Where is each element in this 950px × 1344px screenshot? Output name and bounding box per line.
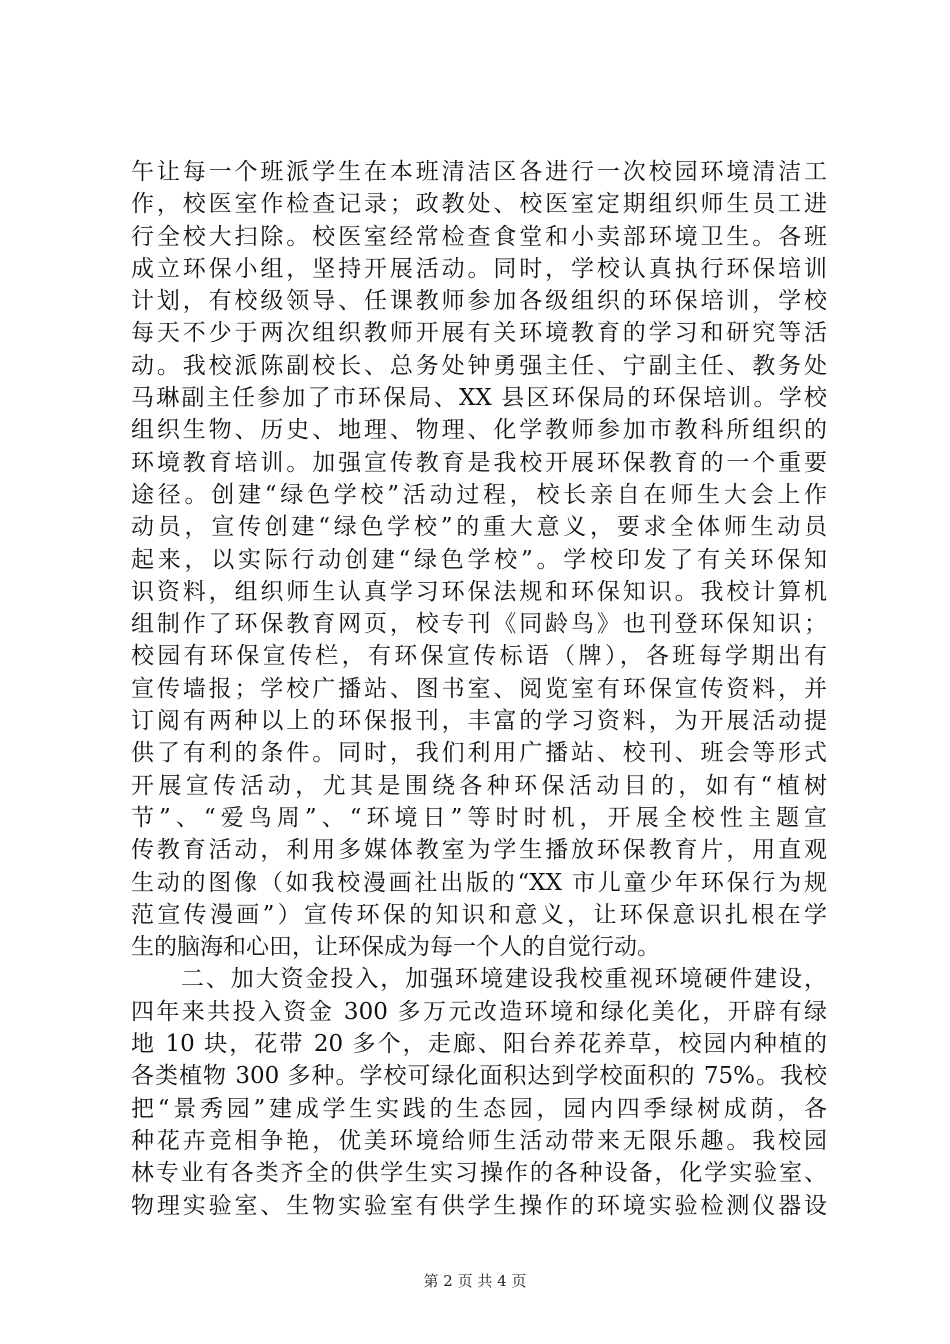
text-line: 物理实验室、生物实验室有供学生操作的环境实验检测仪器设 (131, 1192, 827, 1219)
text-line: 开展宣传活动，尤其是围绕各种环保活动目的，如有“植树 (131, 772, 827, 799)
text-line: 供了有利的条件。同时，我们利用广播站、校刊、班会等形式 (131, 740, 827, 767)
text-line: 种花卉竞相争艳，优美环境给师生活动带来无限乐趣。我校园 (131, 1127, 827, 1154)
text-line: 识资料，组织师生认真学习环保法规和环保知识。我校计算机 (131, 578, 827, 605)
text-line: 成立环保小组，坚持开展活动。同时，学校认真执行环保培训 (131, 255, 827, 282)
text-line: 各类植物 300 多种。学校可绿化面积达到学校面积的 75%。我校 (131, 1063, 827, 1090)
text-line: 节”、“爱鸟周”、“环境日”等时时机，开展全校性主题宣 (131, 804, 827, 831)
paragraph-end-line: 生的脑海和心田，让环保成为每一个人的自觉行动。 (131, 934, 660, 961)
page-number-footer: 第 2 页 共 4 页 (423, 1272, 527, 1290)
text-line: 行全校大扫除。校医室经常检查食堂和小卖部环境卫生。各班 (131, 223, 827, 250)
text-line: 宣传墙报；学校广播站、图书室、阅览室有环保宣传资料，并 (131, 675, 827, 702)
text-line: 计划，有校级领导、任课教师参加各级组织的环保培训，学校 (131, 288, 827, 315)
text-line: 校园有环保宣传栏，有环保宣传标语（牌），各班每学期出有 (131, 643, 827, 670)
paragraph-start-line: 二、加大资金投入，加强环境建设我校重视环境硬件建设， (131, 966, 827, 993)
text-line: 动。我校派陈副校长、总务处钟勇强主任、宁副主任、教务处 (131, 352, 827, 379)
text-line: 每天不少于两次组织教师开展有关环境教育的学习和研究等活 (131, 320, 827, 347)
text-line: 四年来共投入资金 300 多万元改造环境和绿化美化，开辟有绿 (131, 998, 827, 1025)
text-line: 地 10 块，花带 20 多个，走廊、阳台养花养草，校园内种植的 (131, 1031, 827, 1058)
text-line: 环境教育培训。加强宣传教育是我校开展环保教育的一个重要 (131, 449, 827, 476)
text-line: 订阅有两种以上的环保报刊，丰富的学习资料，为开展活动提 (131, 708, 827, 735)
text-line: 传教育活动，利用多媒体教室为学生播放环保教育片，用直观 (131, 837, 827, 864)
text-line: 把“景秀园”建成学生实践的生态园，园内四季绿树成荫，各 (131, 1095, 827, 1122)
body-text (131, 156, 827, 1222)
text-line: 起来，以实际行动创建“绿色学校”。学校印发了有关环保知 (131, 546, 827, 573)
text-line: 午让每一个班派学生在本班清洁区各进行一次校园环境清洁工 (131, 159, 827, 185)
text-line: 途径。创建“绿色学校”活动过程，校长亲自在师生大会上作 (131, 481, 827, 508)
text-line: 作，校医室作检查记录；政教处、校医室定期组织师生员工进 (131, 191, 827, 218)
text-line: 林专业有各类齐全的供学生实习操作的各种设备，化学实验室、 (131, 1160, 827, 1187)
text-line: 组制作了环保教育网页，校专刊《同龄鸟》也刊登环保知识； (131, 611, 827, 638)
text-line: 范宣传漫画”）宣传环保的知识和意义，让环保意识扎根在学 (131, 901, 827, 928)
text-line: 生动的图像（如我校漫画社出版的“XX 市儿童少年环保行为规 (131, 869, 827, 896)
text-line: 动员，宣传创建“绿色学校”的重大意义，要求全体师生动员 (131, 514, 827, 541)
text-line: 组织生物、历史、地理、物理、化学教师参加市教科所组织的 (131, 417, 827, 444)
text-line: 马琳副主任参加了市环保局、XX 县区环保局的环保培训。学校 (131, 385, 827, 412)
